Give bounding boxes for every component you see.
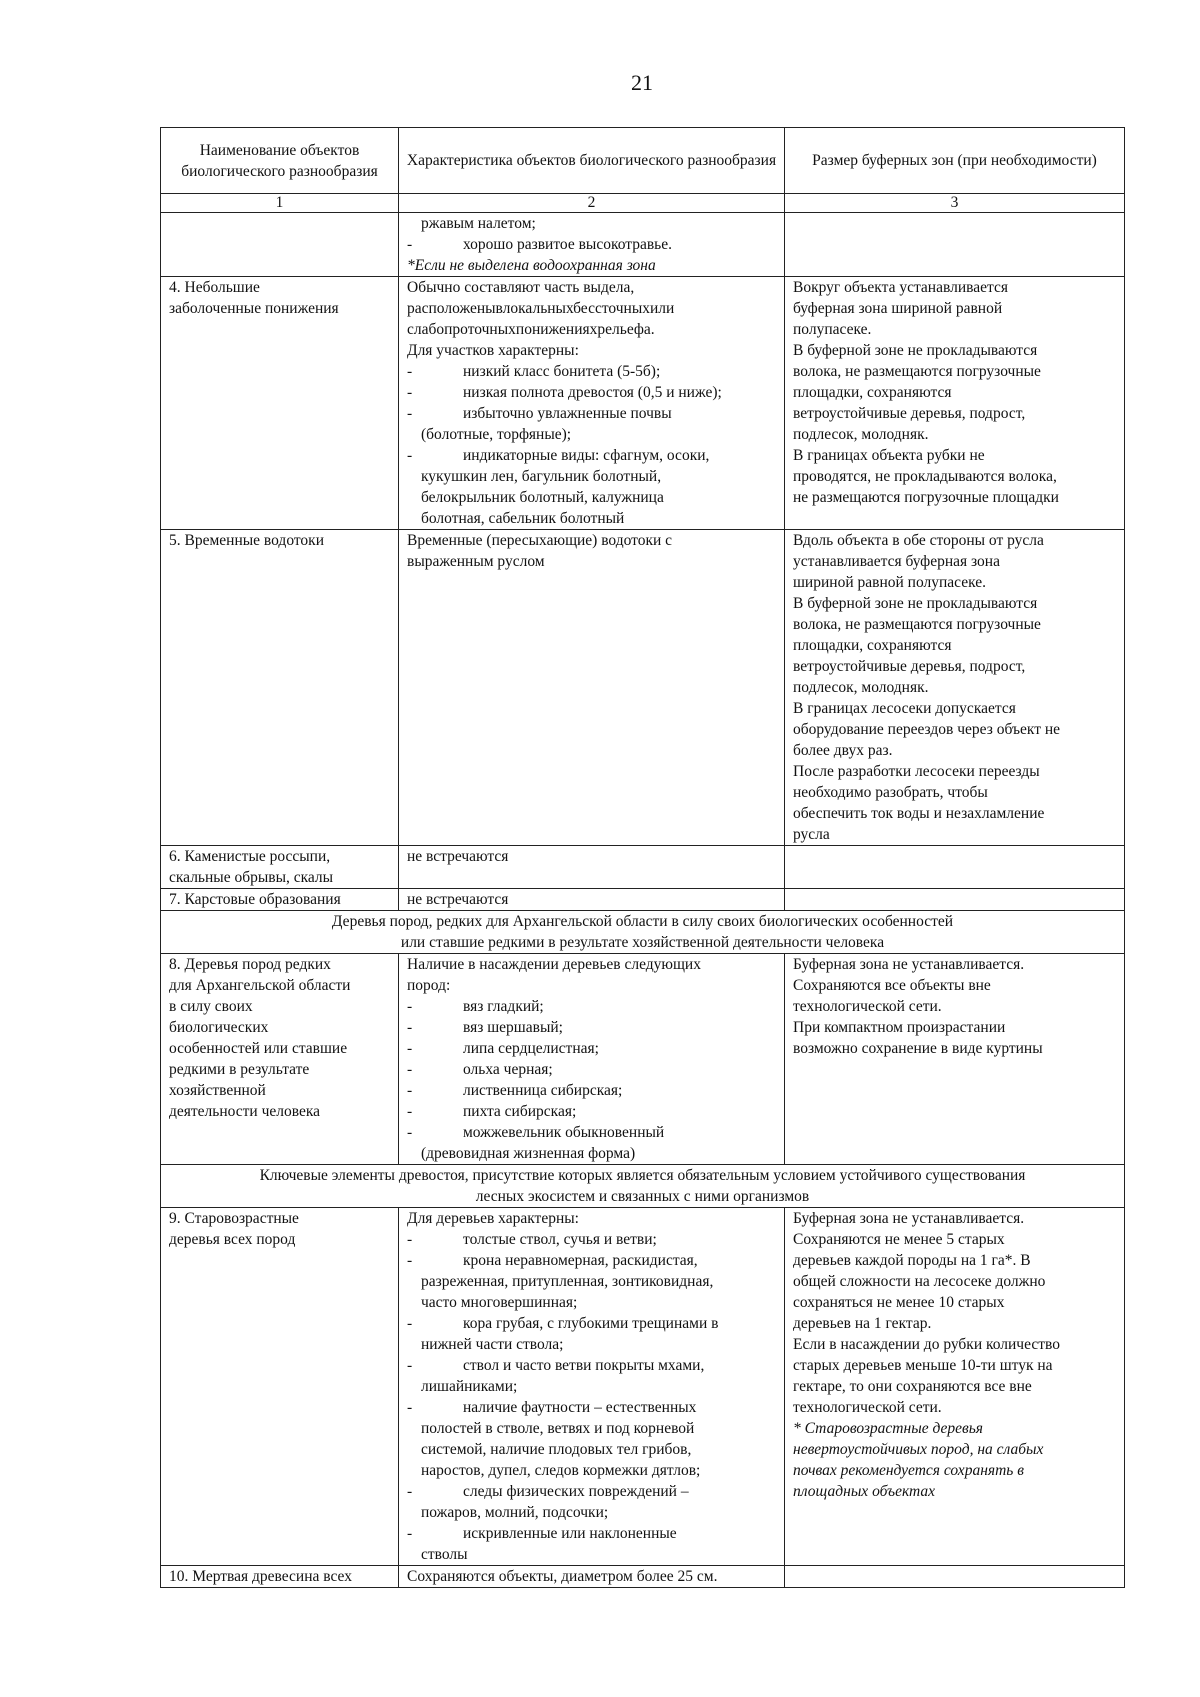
cell-name-empty [161,213,399,277]
text-line: Для участков характерны: [407,342,579,359]
bullet-dash: - [407,1483,413,1500]
column-number-row [161,194,1125,213]
text-line: Для деревьев характерны: [407,1210,579,1227]
bullet-text: кора грубая, с глубокими трещинами в [463,1315,719,1332]
bullet-text: ствол и часто ветви покрыты мхами, [463,1357,705,1374]
table-row-4 [161,277,1125,530]
bullet-item [407,1059,776,1080]
buffer-note-line: площадных объектах [793,1483,936,1500]
bullet-dash: - [407,405,413,422]
cell-buffer-empty [785,1566,1125,1588]
bullet-text: низкий класс бонитета (5-5б); [463,363,661,380]
bullet-item [407,1397,776,1418]
bullet-dash: - [407,1399,413,1416]
buffer-line: В буферной зоне не прокладываются [793,595,1038,612]
bullet-item [407,382,776,403]
bullet-item [407,1250,776,1271]
buffer-line: деревьев каждой породы на 1 га*. В [793,1252,1031,1269]
bullet-text: ольха черная; [463,1061,553,1078]
header-col-2: Характеристика объектов биологического разнообразия [399,128,785,194]
bullet-continuation: болотная, сабельник болотный [421,510,625,527]
bullet-item [407,403,776,424]
section-heading-rare-species [161,911,1125,954]
bullet-text: индикаторные виды: сфагнум, осоки, [463,447,710,464]
table-row-5 [161,530,1125,846]
header-col-3: Размер буферных зон (при необходимости) [785,128,1125,194]
bullet-continuation: кукушкин лен, багульник болотный, [421,468,662,485]
bullet-text: можжевельник обыкновенный [463,1124,665,1141]
name-line: 10. Мертвая древесина всех [169,1568,352,1585]
text-line: пород: [407,977,451,994]
table-row-9 [161,1208,1125,1566]
name-line: редкими в результате [169,1061,310,1078]
text-line: Временные (пересыхающие) водотоки с [407,532,673,549]
text-line: ржавым налетом; [421,215,536,232]
bullet-text: толстые ствол, сучья и ветви; [463,1231,657,1248]
table-row-6 [161,846,1125,889]
cell-buffer [785,277,1125,530]
cell-characteristic [399,846,785,889]
text-line: не встречаются [407,848,509,865]
bullet-item [407,1038,776,1059]
cell-characteristic [399,889,785,911]
name-line: для Архангельской области [169,977,351,994]
cell-characteristic [399,954,785,1165]
bullet-text: вяз гладкий; [463,998,544,1015]
name-line: деятельности человека [169,1103,321,1120]
cell-buffer [785,1208,1125,1566]
bullet-continuation: часто многовершинная; [421,1294,578,1311]
cell-characteristic [399,530,785,846]
header-row [161,128,1125,194]
bullet-dash: - [407,236,413,253]
buffer-line: русла [793,826,830,843]
text-line: Наличие в насаждении деревьев следующих [407,956,701,973]
cell-buffer-empty [785,889,1125,911]
col-number-3: 3 [785,194,1125,213]
bullet-dash: - [407,447,413,464]
name-line: особенностей или ставшие [169,1040,348,1057]
bullet-continuation: (древовидная жизненная форма) [421,1145,636,1162]
bullet-item [407,1313,776,1334]
bullet-continuation: белокрыльник болотный, калужница [421,489,664,506]
text-line: слабопроточныхпониженияхрельефа. [407,321,655,338]
header-col-1: Наименование объектов биологического разнообразия [161,128,399,194]
text-line: не встречаются [407,891,509,908]
bullet-item [407,1229,776,1250]
name-line: заболоченные понижения [169,300,339,317]
buffer-line: В границах лесосеки допускается [793,700,1016,717]
footnote-line: *Если не выделена водоохранная зона [407,257,656,274]
bullet-dash: - [407,363,413,380]
cell-name [161,954,399,1165]
bullet-text: пихта сибирская; [463,1103,577,1120]
buffer-line: полупасеке. [793,321,872,338]
section-heading-key-elements [161,1165,1125,1208]
buffer-line: Сохраняются не менее 5 старых [793,1231,1005,1248]
bullet-item [407,1101,776,1122]
name-line: 5. Временные водотоки [169,532,325,549]
bullet-continuation: нижней части ствола; [421,1336,564,1353]
bullet-dash: - [407,1357,413,1374]
bullet-item [407,1523,776,1544]
bullet-dash: - [407,1061,413,1078]
bullet-dash: - [407,1252,413,1269]
bullet-dash: - [407,1231,413,1248]
cell-buffer [785,530,1125,846]
buffer-line: ветроустойчивые деревья, подрост, [793,405,1026,422]
bullet-continuation: полостей в стволе, ветвях и под корневой [421,1420,695,1437]
buffer-line: Буферная зона не устанавливается. [793,956,1025,973]
cell-buffer-empty [785,846,1125,889]
buffer-line: ветроустойчивые деревья, подрост, [793,658,1026,675]
cell-buffer [785,954,1125,1165]
buffer-line: технологической сети. [793,1399,942,1416]
buffer-note-line: невертоустойчивых пород, на слабых [793,1441,1044,1458]
cell-characteristic [399,277,785,530]
bullet-item [407,234,776,255]
page-number: 21 [631,70,653,95]
buffer-note-line: * Старовозрастные деревья [793,1420,983,1437]
name-line: 4. Небольшие [169,279,260,296]
table-row-7 [161,889,1125,911]
buffer-line: Буферная зона не устанавливается. [793,1210,1025,1227]
buffer-line: площадки, сохраняются [793,637,952,654]
section-line: Деревья пород, редких для Архангельской области в силу своих биологических особенностей [331,913,954,930]
name-line: деревья всех пород [169,1231,296,1248]
cell-characteristic [399,1208,785,1566]
bullet-text: крона неравномерная, раскидистая, [463,1252,698,1269]
section-line: или ставшие редкими в результате хозяйственной деятельности человека [400,934,885,951]
bullet-continuation: (болотные, торфяные); [421,426,572,443]
bullet-item [407,1017,776,1038]
buffer-note-line: почвах рекомендуется сохранять в [793,1462,1024,1479]
bullet-item [407,1481,776,1502]
name-line: скальные обрывы, скалы [169,869,334,886]
buffer-line: подлесок, молодняк. [793,426,929,443]
cell-name [161,1566,399,1588]
cell-name [161,846,399,889]
text-line: Обычно составляют часть выдела, [407,279,635,296]
bullet-text: хорошо развитое высокотравье. [463,236,672,253]
bullet-dash: - [407,1082,413,1099]
bullet-text: липа сердцелистная; [463,1040,599,1057]
bullet-text: вяз шершавый; [463,1019,563,1036]
name-line: 6. Каменистые россыпи, [169,848,331,865]
buffer-line: Вдоль объекта в обе стороны от русла [793,532,1044,549]
buffer-line: Если в насаждении до рубки количество [793,1336,1060,1353]
buffer-line: волока, не размещаются погрузочные [793,363,1041,380]
buffer-line: шириной равной полупасеке. [793,574,987,591]
bullet-dash: - [407,998,413,1015]
text-line: выраженным руслом [407,553,545,570]
section-heading-cell [161,911,1125,954]
buffer-line: Вокруг объекта устанавливается [793,279,1008,296]
buffer-line: проводятся, не прокладываются волока, [793,468,1057,485]
bullet-dash: - [407,1315,413,1332]
buffer-line: Сохраняются все объекты вне [793,977,991,994]
bullet-text: наличие фаутности – естественных [463,1399,697,1416]
table-row-8 [161,954,1125,1165]
col-number-1: 1 [161,194,399,213]
section-heading-cell [161,1165,1125,1208]
bullet-item [407,1355,776,1376]
cell-characteristic [399,1566,785,1588]
bullet-continuation: системой, наличие плодовых тел грибов, [421,1441,692,1458]
buffer-line: общей сложности на лесосеке должно [793,1273,1046,1290]
bullet-continuation: стволы [421,1546,468,1563]
buffer-line: обеспечить ток воды и незахламление [793,805,1045,822]
cell-name [161,530,399,846]
cell-buffer-empty [785,213,1125,277]
table-row-continuation [161,213,1125,277]
cell-name [161,889,399,911]
buffer-line: При компактном произрастании [793,1019,1006,1036]
buffer-line: площадки, сохраняются [793,384,952,401]
name-line: хозяйственной [169,1082,266,1099]
bullet-dash: - [407,1040,413,1057]
bullet-dash: - [407,1019,413,1036]
bullet-text: искривленные или наклоненные [463,1525,677,1542]
buffer-line: подлесок, молодняк. [793,679,929,696]
buffer-line: оборудование переездов через объект не [793,721,1061,738]
bullet-continuation: наростов, дупел, следов кормежки дятлов; [421,1462,701,1479]
bullet-item [407,445,776,466]
section-line: Ключевые элементы древостоя, присутствие которых является обязательным условием устойчивого существования [259,1167,1026,1184]
buffer-line: буферная зона шириной равной [793,300,1003,317]
bullet-dash: - [407,384,413,401]
biodiversity-table [160,127,1125,1588]
buffer-line: возможно сохранение в виде куртины [793,1040,1043,1057]
buffer-line: гектаре, то они сохраняются все вне [793,1378,1032,1395]
bullet-item [407,361,776,382]
bullet-item [407,1122,776,1143]
section-line: лесных экосистем и связанных с ними организмов [475,1188,810,1205]
buffer-line: более двух раз. [793,742,893,759]
bullet-text: избыточно увлажненные почвы [463,405,672,422]
bullet-text: низкая полнота древостоя (0,5 и ниже); [463,384,722,401]
name-line: биологических [169,1019,269,1036]
bullet-text: лиственница сибирская; [463,1082,623,1099]
buffer-line: В границах объекта рубки не [793,447,985,464]
name-line: в силу своих [169,998,253,1015]
buffer-line: технологической сети. [793,998,942,1015]
buffer-line: старых деревьев меньше 10-ти штук на [793,1357,1053,1374]
buffer-line: деревьев на 1 гектар. [793,1315,932,1332]
bullet-dash: - [407,1124,413,1141]
buffer-line: В буферной зоне не прокладываются [793,342,1038,359]
cell-characteristic [399,213,785,277]
bullet-item [407,1080,776,1101]
buffer-line: сохраняться не менее 10 старых [793,1294,1005,1311]
bullet-dash: - [407,1103,413,1120]
text-line: Сохраняются объекты, диаметром более 25 см. [407,1568,718,1585]
bullet-text: следы физических повреждений – [463,1483,689,1500]
buffer-line: После разработки лесосеки переезды [793,763,1040,780]
name-line: 8. Деревья пород редких [169,956,331,973]
col-number-2: 2 [399,194,785,213]
buffer-line: устанавливается буферная зона [793,553,1000,570]
cell-name [161,277,399,530]
bullet-continuation: лишайниками; [421,1378,518,1395]
bullet-dash: - [407,1525,413,1542]
bullet-continuation: пожаров, молний, подсочки; [421,1504,609,1521]
buffer-line: необходимо разобрать, чтобы [793,784,988,801]
table-row-10 [161,1566,1125,1588]
name-line: 7. Карстовые образования [169,891,341,908]
cell-name [161,1208,399,1566]
buffer-line: не размещаются погрузочные площадки [793,489,1059,506]
bullet-item [407,996,776,1017]
text-line: расположенывлокальныхбессточныхили [407,300,675,317]
buffer-line: волока, не размещаются погрузочные [793,616,1041,633]
name-line: 9. Старовозрастные [169,1210,299,1227]
bullet-continuation: разреженная, притупленная, зонтиковидная, [421,1273,714,1290]
